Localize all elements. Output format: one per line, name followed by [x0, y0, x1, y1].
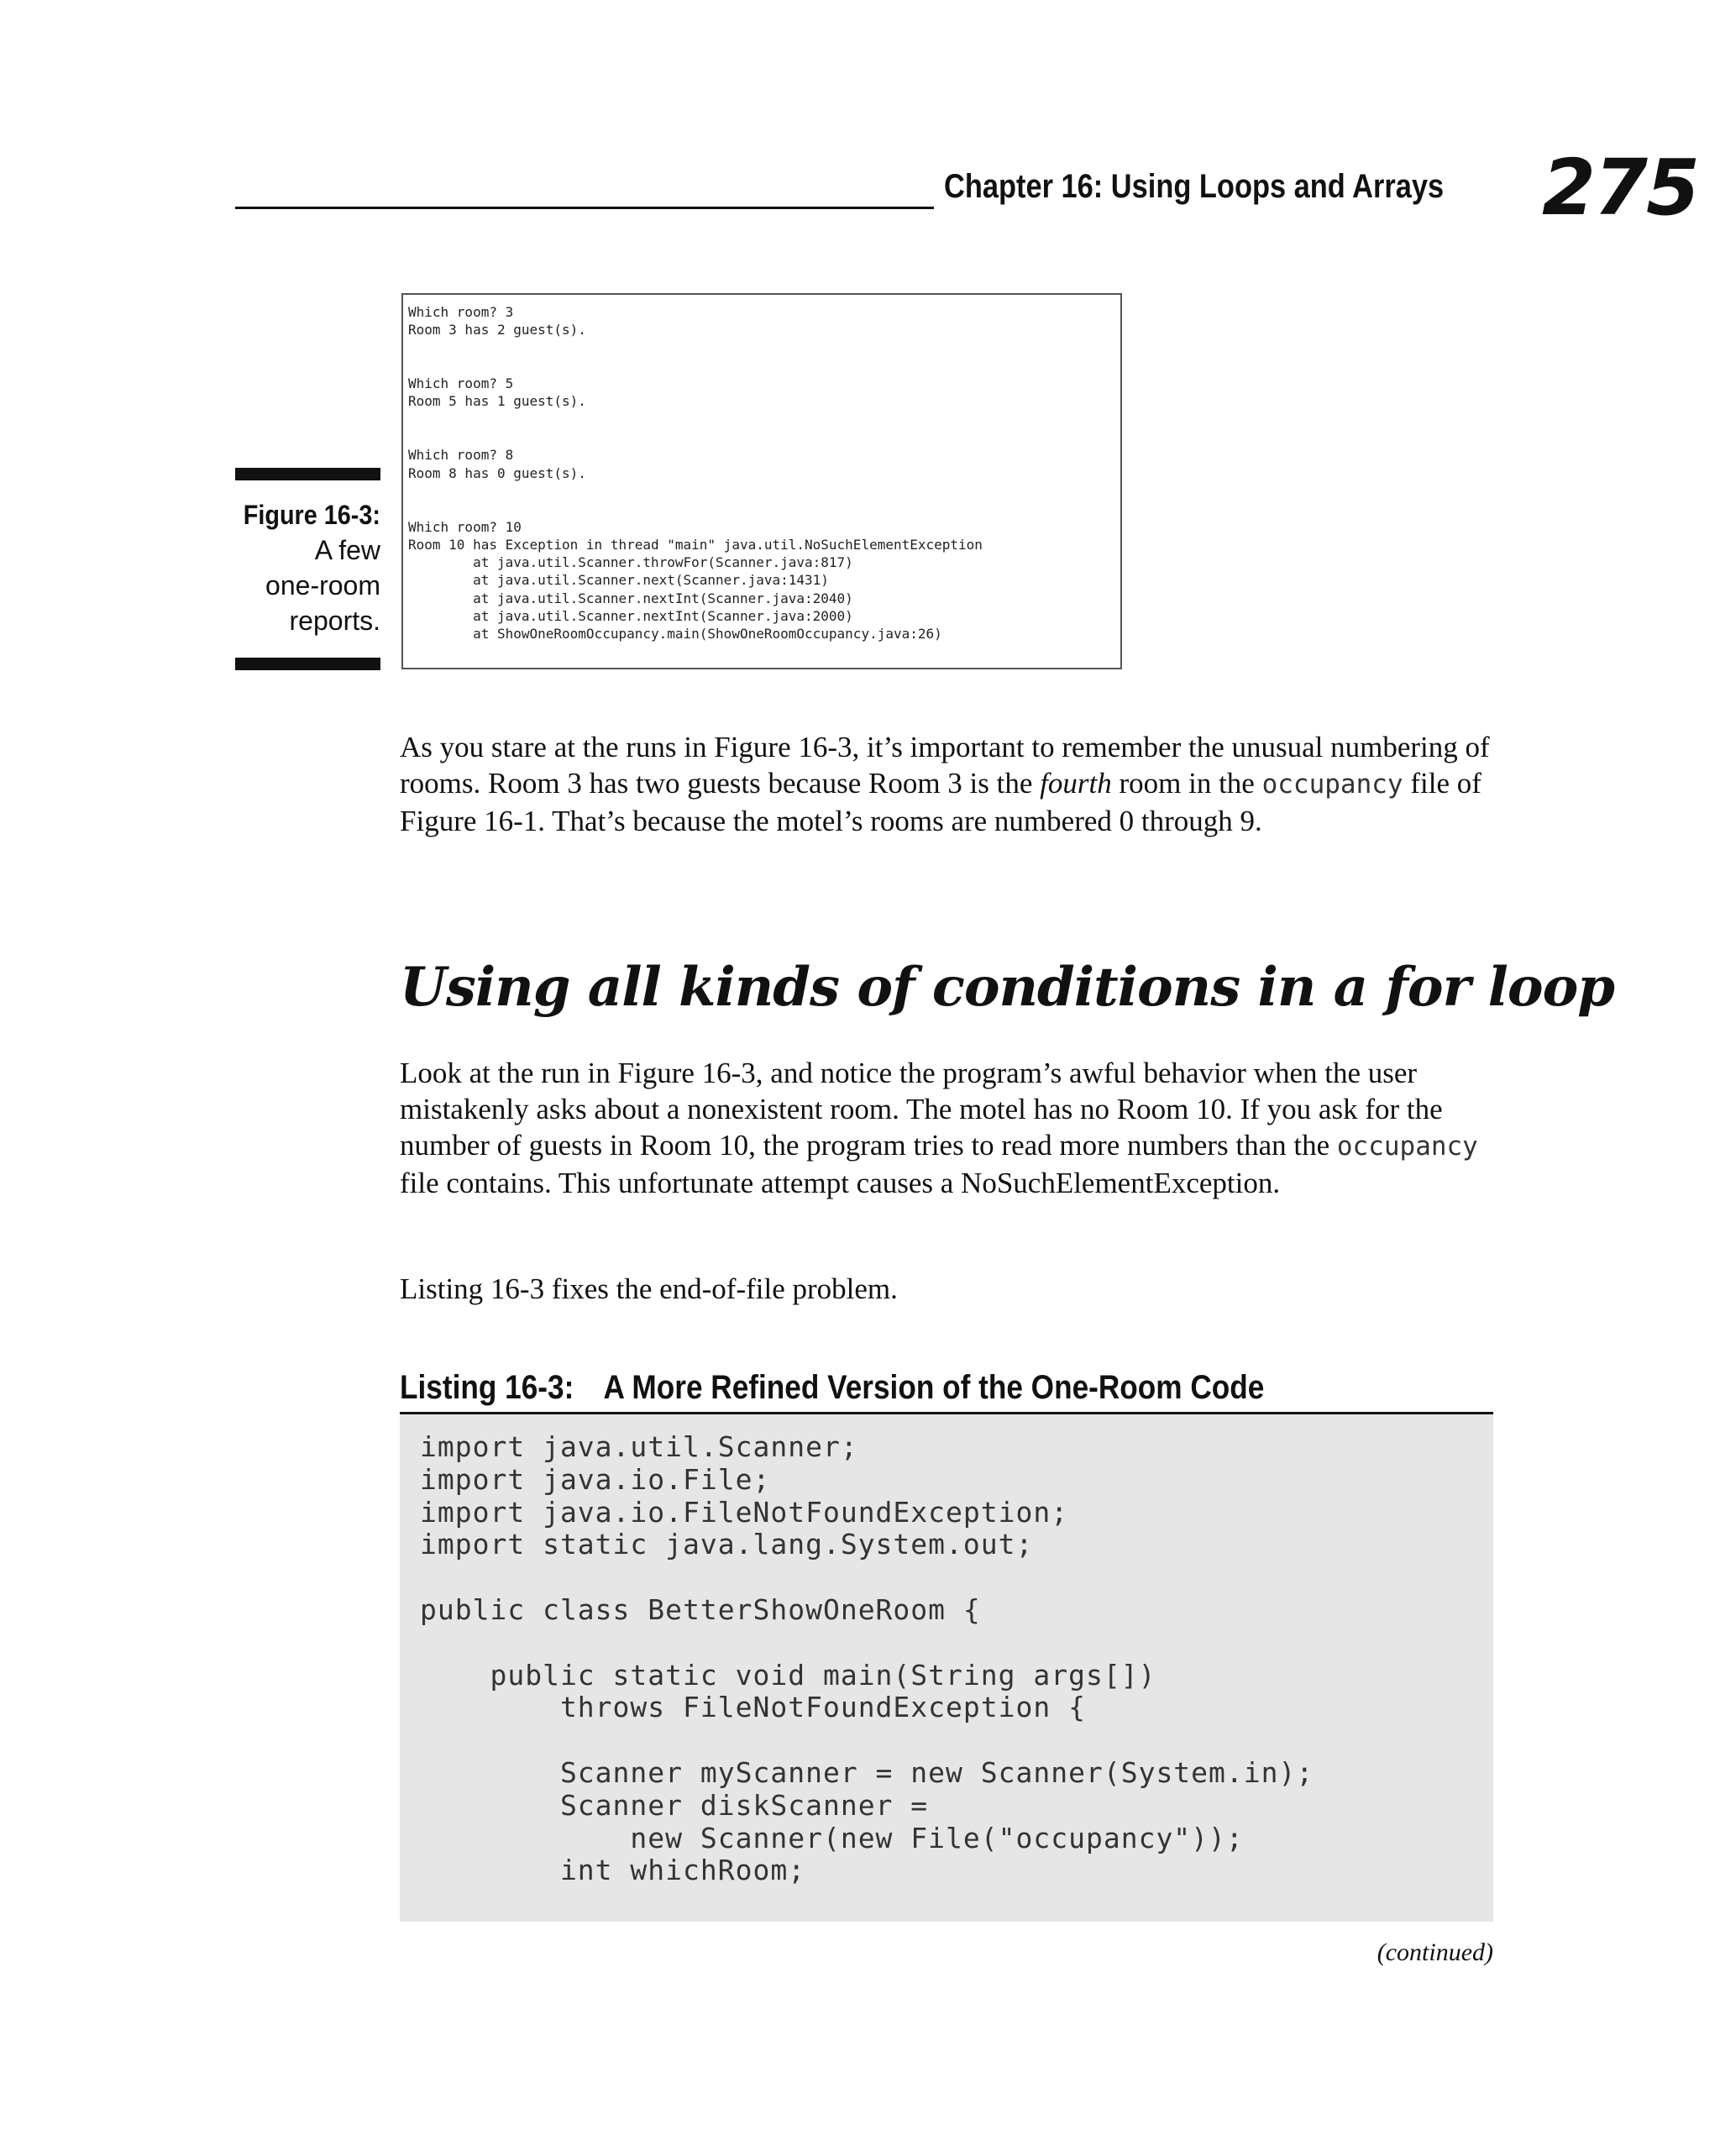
console-line: [408, 357, 1115, 375]
code-line: public static void main(String args[]): [420, 1658, 1156, 1692]
listing-caption: A More Refined Version of the One-Room Code: [603, 1369, 1265, 1406]
console-line: at java.util.Scanner.next(Scanner.java:1431): [408, 572, 829, 589]
figure-label: Figure 16-3:: [243, 500, 380, 530]
running-head-rule: [235, 207, 934, 209]
figure-caption: [210, 497, 380, 638]
code-line: import java.util.Scanner;: [420, 1430, 858, 1463]
code-line: Scanner myScanner = new Scanner(System.in);: [420, 1755, 1314, 1789]
console-line: at java.util.Scanner.throwFor(Scanner.java:817): [408, 554, 853, 571]
text-run: room in the: [1111, 767, 1262, 800]
continued-note: (continued): [1377, 1938, 1493, 1966]
console-line: Room 10 has Exception in thread "main" java.util.NoSuchElementException: [408, 536, 983, 553]
console-line: [408, 482, 1115, 500]
console-line: [408, 339, 1115, 357]
code-line: [420, 1627, 1473, 1660]
code-line: import java.io.File;: [420, 1462, 771, 1496]
inline-code: occupancy: [1261, 769, 1403, 800]
code-line: [420, 1561, 1473, 1594]
caption-line: reports.: [289, 606, 380, 636]
console-line: [408, 428, 1115, 446]
emphasis-text: fourth: [1040, 767, 1112, 800]
body-paragraph-2: [400, 1055, 1508, 1201]
console-line: Which room? 3: [408, 304, 514, 320]
console-line: Room 5 has 1 guest(s).: [408, 393, 586, 410]
code-listing: [400, 1414, 1493, 1922]
caption-line: one-room: [265, 570, 380, 601]
console-line: at java.util.Scanner.nextInt(Scanner.java:2040): [408, 590, 853, 606]
text-run: Look at the run in Figure 16-3, and notice the program’s awful behavior when the user mistakenly asks about a nonexistent room. The motel has no Room 10. If you ask for the number of guests in Room 10, the program tries to read more numbers than the: [400, 1057, 1443, 1162]
inline-code: occupancy: [1336, 1131, 1478, 1162]
caption-bar-top: [235, 468, 380, 480]
code-line: import static java.lang.System.out;: [420, 1528, 1034, 1561]
listing-title: [400, 1369, 1264, 1407]
body-paragraph-3: Listing 16-3 fixes the end-of-file problem.: [400, 1272, 898, 1305]
listing-label: Listing 16-3:: [400, 1369, 574, 1406]
code-line: [420, 1724, 1473, 1757]
body-paragraph-1: [400, 729, 1508, 839]
console-line: Room 3 has 2 guest(s).: [408, 322, 586, 338]
caption-line: A few: [314, 535, 380, 565]
console-line: Which room? 8: [408, 447, 514, 464]
console-line: Room 8 has 0 guest(s).: [408, 464, 586, 481]
text-run: file contains. This unfortunate attempt causes a NoSuchElementException.: [400, 1167, 1281, 1199]
code-line: throws FileNotFoundException {: [420, 1691, 1086, 1724]
console-line: at ShowOneRoomOccupancy.main(ShowOneRoomOccupancy.java:26): [408, 626, 942, 643]
console-line: at java.util.Scanner.nextInt(Scanner.java:2000): [408, 608, 853, 625]
console-line: Which room? 5: [408, 375, 514, 392]
text-run: As you stare at the runs in Figure 16-3, it’s important to remember the unusual numbering of rooms. Room 3 has two guests because Room 3 is the: [400, 731, 1490, 800]
code-line: int whichRoom;: [420, 1854, 806, 1887]
console-line: [408, 411, 1115, 428]
console-line: Which room? 10: [408, 518, 522, 535]
page-number: 275: [1542, 143, 1699, 233]
section-heading: Using all kinds of conditions in a for loop: [400, 956, 1615, 1019]
code-line: import java.io.FileNotFoundException;: [420, 1495, 1069, 1529]
text-run: file of Figure 16-1. That’s because the motel’s rooms are numbered 0 through 9.: [400, 767, 1481, 837]
console-screenshot: [401, 293, 1122, 669]
running-head-title: Chapter 16: Using Loops and Arrays: [944, 168, 1445, 205]
caption-bar-bottom: [235, 658, 380, 670]
console-line: [408, 500, 1115, 517]
code-line: Scanner diskScanner =: [420, 1788, 929, 1822]
code-line: public class BetterShowOneRoom {: [420, 1592, 981, 1626]
code-line: new Scanner(new File("occupancy"));: [420, 1821, 1244, 1854]
